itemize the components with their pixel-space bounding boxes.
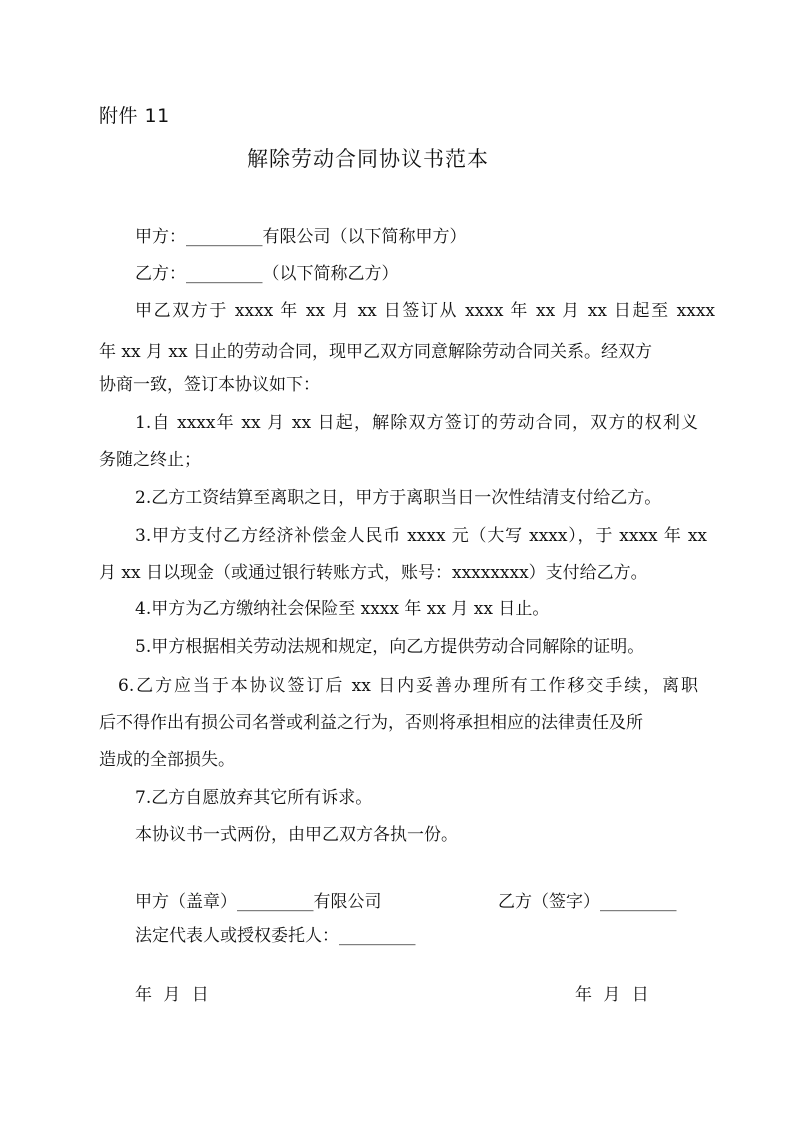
party-b-line: 乙方：_________（以下简称乙方） [135, 264, 399, 284]
clause-3-line-1: 3.甲方支付乙方经济补偿金人民币 xxxx 元（大写 xxxx），于 xxxx 年 xx [135, 526, 707, 546]
document-title: 解除劳动合同协议书范本 [247, 147, 489, 171]
copies-note: 本协议书一式两份，由甲乙双方各执一份。 [135, 825, 458, 845]
clause-1-line-1: 1.自 xxxx年 xx 月 xx 日起，解除双方签订的劳动合同，双方的权利义 [135, 413, 698, 433]
clause-5: 5.甲方根据相关劳动法规和规定，向乙方提供劳动合同解除的证明。 [135, 637, 645, 657]
preamble-line-3: 协商一致，签订本协议如下： [99, 375, 320, 395]
preamble-line-1: 甲乙双方于 xxxx 年 xx 月 xx 日签订从 xxxx 年 xx 月 xx 日起至 xxxx [135, 301, 715, 321]
preamble-line-2: 年 xx 月 xx 日止的劳动合同，现甲乙双方同意解除劳动合同关系。经双方 [99, 342, 652, 362]
party-b-date: 年 月 日 [575, 985, 649, 1005]
party-a-signature: 甲方（盖章）_________有限公司 [135, 892, 382, 912]
clause-6-line-1: 6.乙方应当于本协议签订后 xx 日内妥善办理所有工作移交手续，离职 [118, 676, 698, 696]
party-a-line: 甲方：_________有限公司（以下简称甲方） [135, 227, 467, 247]
party-b-signature: 乙方（签字）_________ [498, 892, 677, 912]
clause-7: 7.乙方自愿放弃其它所有诉求。 [135, 788, 373, 808]
clause-4: 4.甲方为乙方缴纳社会保险至 xxxx 年 xx 月 xx 日止。 [135, 599, 550, 619]
clause-1-line-2: 务随之终止； [99, 450, 201, 470]
clause-6-line-3: 造成的全部损失。 [99, 750, 235, 770]
attachment-label: 附件 11 [99, 105, 170, 127]
clause-6-line-2: 后不得作出有损公司名誉或利益之行为，否则将承担相应的法律责任及所 [99, 713, 643, 733]
party-a-date: 年 月 日 [135, 985, 209, 1005]
clause-3-line-2: 月 xx 日以现金（或通过银行转账方式，账号：xxxxxxxx）支付给乙方。 [99, 563, 648, 583]
legal-representative-signature: 法定代表人或授权委托人：_________ [135, 926, 416, 946]
clause-2: 2.乙方工资结算至离职之日，甲方于离职当日一次性结清支付给乙方。 [135, 488, 662, 508]
